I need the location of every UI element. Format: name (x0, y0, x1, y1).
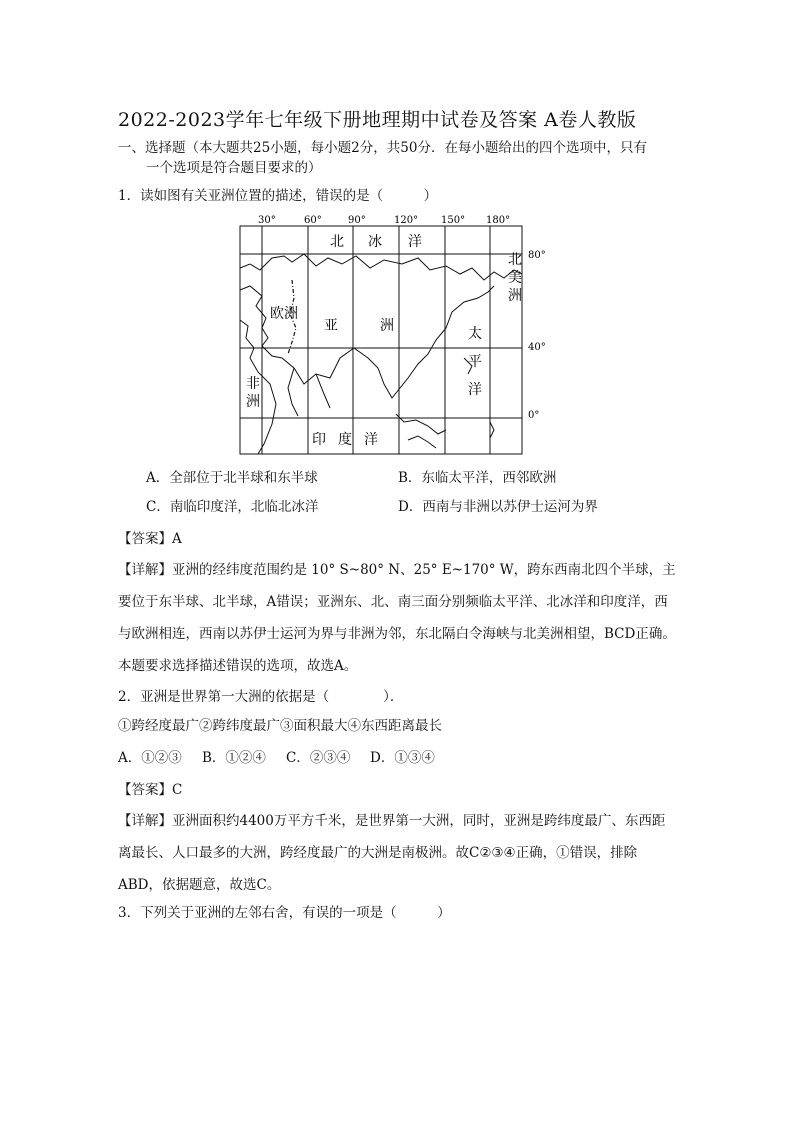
detail-text: 亚洲的经纬度范围约是 10° S~80° N、25° E~170° W，跨东西南北四个半球，主要位于东半球、北半球，A错误；亚洲东、北、南三面分别频临太平洋、北冰洋和印度洋，西与欧洲相连，西南以苏伊士运河为界与非洲为邻，东北隔白令海峡与北美洲相望，BCD正确。本题要求选择描述错误的选项，故选A。 (118, 562, 676, 674)
q1-option-b: B．东临太平洋，西邻欧洲 (398, 470, 557, 486)
label-pacific-1: 太 (468, 326, 482, 342)
q1-option-a: A．全部位于北半球和东半球 (146, 470, 318, 486)
q1-answer (118, 529, 182, 549)
detail-text: 亚洲面积约4400万平方千米，是世界第一大洲，同时，亚洲是跨纬度最广、东西距离最长、人口最多的大洲，跨经度最广的大洲是南极洲。故C②③④正确，①错误，排除ABD，依据题意，故选C。 (118, 813, 666, 893)
answer-value: A (172, 531, 182, 547)
label-indian-1: 印 (312, 432, 326, 448)
section-heading-line2: 一个选项是符合题目要求的） (146, 160, 322, 176)
q2-option-d: D．①③④ (370, 750, 435, 766)
label-north-america-3: 洲 (508, 288, 522, 304)
q1-option-d: D．西南与非洲以苏伊士运河为界 (398, 499, 598, 515)
asia-location-map (232, 208, 552, 458)
label-north-america-2: 美 (508, 270, 522, 286)
answer-value: C (172, 782, 183, 798)
section-heading-line1: 一、选择题（本大题共25小题，每小题2分，共50分．在每小题给出的四个选项中，只有 (118, 140, 647, 156)
q2-answer (118, 780, 182, 800)
q2-detail (118, 805, 678, 901)
question-3-stem: 3．下列关于亚洲的左邻右舍，有误的一项是（ ） (118, 905, 451, 921)
answer-tag: 【答案】 (118, 531, 172, 547)
label-africa-1: 非 (246, 376, 260, 392)
q1-detail (118, 554, 678, 682)
lat-label-80: 80° (528, 250, 546, 261)
label-africa-2: 洲 (246, 394, 260, 410)
lon-label-90: 90° (348, 215, 366, 226)
lon-label-30: 30° (258, 215, 276, 226)
label-pacific-3: 洋 (468, 382, 482, 398)
label-arctic-1: 北 (330, 234, 344, 250)
label-north-america-1: 北 (508, 252, 522, 268)
label-asia-1: 亚 (324, 318, 338, 334)
q1-option-c: C．南临印度洋，北临北冰洋 (146, 499, 319, 515)
detail-tag: 【详解】 (118, 562, 172, 578)
lon-label-60: 60° (304, 215, 322, 226)
answer-tag: 【答案】 (118, 782, 172, 798)
label-europe: 欧洲 (270, 306, 298, 322)
label-indian-2: 度 (338, 432, 352, 448)
lon-label-150: 150° (441, 215, 466, 226)
question-2-stem: 2．亚洲是世界第一大洲的依据是（ ）． (118, 689, 404, 705)
lon-label-180: 180° (486, 215, 511, 226)
document-title: 2022-2023学年七年级下册地理期中试卷及答案 A卷人教版 (118, 109, 637, 131)
lat-label-0: 0° (528, 410, 540, 421)
label-pacific-2: 平 (468, 354, 482, 370)
label-arctic-2: 冰 (368, 234, 382, 250)
lon-label-120: 120° (394, 215, 419, 226)
label-asia-2: 洲 (380, 318, 394, 334)
label-arctic-3: 洋 (408, 234, 422, 250)
question-1-stem: 1．读如图有关亚洲位置的描述，错误的是（ ） (118, 188, 438, 204)
label-indian-3: 洋 (364, 432, 378, 448)
q2-option-c: C．②③④ (286, 750, 351, 766)
question-2-items: ①跨经度最广②跨纬度最广③面积最大④东西距离最长 (118, 718, 442, 734)
detail-tag: 【详解】 (118, 813, 172, 829)
q2-option-a: A．①②③ (118, 750, 182, 766)
q2-option-b: B．①②④ (202, 750, 266, 766)
lat-label-40: 40° (528, 342, 546, 353)
